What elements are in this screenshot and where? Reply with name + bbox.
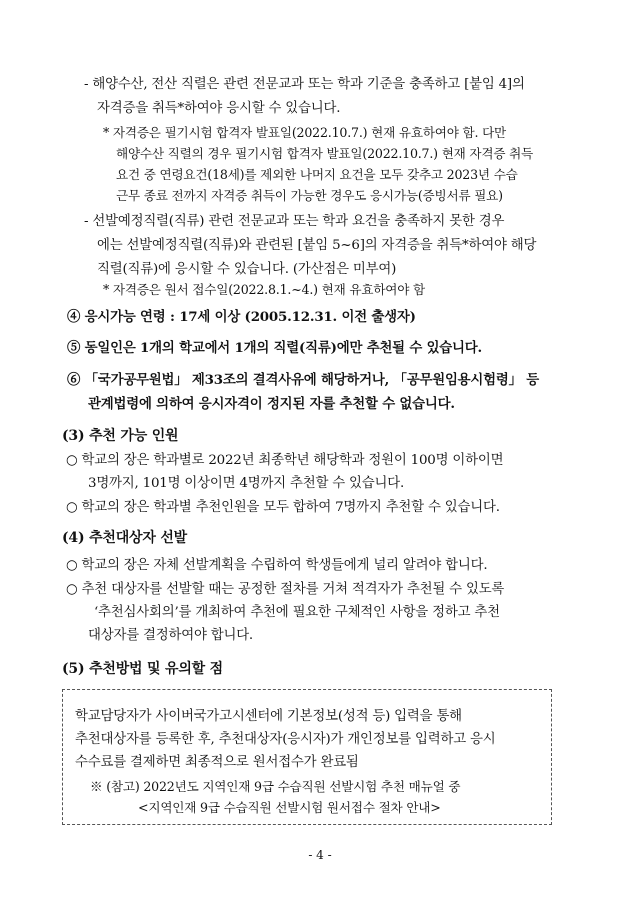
para-planned-job-line3: 직렬(직류)에 응시할 수 있습니다. (가산점은 미부여) [97, 262, 397, 277]
quota-bullet1-line2: 3명까지, 101명 이상이면 4명까지 추천할 수 있습니다. [88, 476, 405, 491]
para-planned-job-line1: - 선발예정직렬(직류) 관련 전문교과 또는 학과 요건을 충족하지 못한 경우 [84, 214, 505, 229]
item-disqualification-line2: 관계법령에 의하여 응시자격이 정지된 자를 추천할 수 없습니다. [88, 396, 455, 412]
reference-line1: ※ (참고) 2022년도 지역인재 9급 수습직원 선발시험 추천 매뉴얼 중 [90, 779, 461, 794]
note-license-line2: 해양수산 직렬의 경우 필기시험 합격자 발표일(2022.10.7.) 현재 자격증 취득 [116, 146, 534, 161]
note-license-line4: 근무 종료 전까지 자격증 취득이 가능한 경우도 응시가능(증빙서류 필요) [116, 188, 503, 203]
selection-bullet2-line1: ○ 추천 대상자를 선발할 때는 공정한 절차를 거쳐 적격자가 추천될 수 있도록 [66, 582, 505, 597]
selection-bullet2-line3: 대상자를 결정하여야 합니다. [88, 628, 253, 643]
reference-line2: <지역인재 9급 수습직원 선발시험 원서접수 절차 안내> [138, 800, 441, 815]
selection-bullet1: ○ 학교의 장은 자체 선발계획을 수립하여 학생들에게 널리 알려야 합니다. [66, 558, 488, 573]
selection-bullet2-line2: ‘추천심사회의’를 개최하여 추천에 필요한 구체적인 사항을 정하고 추천 [94, 605, 500, 620]
para-marine-it-line1: - 해양수산, 전산 직렬은 관련 전문교과 또는 학과 기준을 충족하고 [붙임 4]의 [84, 77, 525, 92]
page-number: - 4 - [308, 848, 332, 862]
note-license-line3: 요건 중 연령요건(18세)를 제외한 나머지 요건을 모두 갖추고 2023년 수습 [116, 167, 518, 182]
para-planned-job-line2: 에는 선발예정직렬(직류)와 관련된 [붙임 5~6]의 자격증을 취득*하여야 해당 [97, 238, 537, 253]
notice-line1: 학교담당자가 사이버국가고시센터에 기본정보(성적 등) 입력을 통해 [75, 709, 462, 724]
notice-line3: 수수료를 결제하면 최종적으로 원서접수가 완료됨 [75, 755, 359, 770]
item-one-school-one-job: ⑤ 동일인은 1개의 학교에서 1개의 직렬(직류)에만 추천될 수 있습니다. [67, 340, 482, 356]
para-marine-it-line2: 자격증을 취득*하여야 응시할 수 있습니다. [97, 101, 341, 116]
notice-line2: 추천대상자를 등록한 후, 추천대상자(응시자)가 개인정보를 입력하고 응시 [75, 732, 496, 747]
item-disqualification-line1: ⑥ 「국가공무원법」 제33조의 결격사유에 해당하거나, 「공무원임용시험령」 등 [67, 372, 540, 388]
section-title-quota: (3) 추천 가능 인원 [62, 428, 179, 444]
quota-bullet1-line1: ○ 학교의 장은 학과별로 2022년 최종학년 해당학과 정원이 100명 이하이면 [66, 453, 504, 468]
section-title-method: (5) 추천방법 및 유의할 점 [62, 661, 224, 677]
note-license-line1: * 자격증은 필기시험 합격자 발표일(2022.10.7.) 현재 유효하여야 함. 다만 [103, 125, 507, 140]
note-license-valid: * 자격증은 원서 접수일(2022.8.1.~4.) 현재 유효하여야 함 [103, 282, 426, 297]
quota-bullet2: ○ 학교의 장은 학과별 추천인원을 모두 합하여 7명까지 추천할 수 있습니다. [66, 500, 500, 515]
section-title-selection: (4) 추천대상자 선발 [62, 530, 188, 546]
item-age-requirement: ④ 응시가능 연령 : 17세 이상 (2005.12.31. 이전 출생자) [67, 309, 416, 325]
